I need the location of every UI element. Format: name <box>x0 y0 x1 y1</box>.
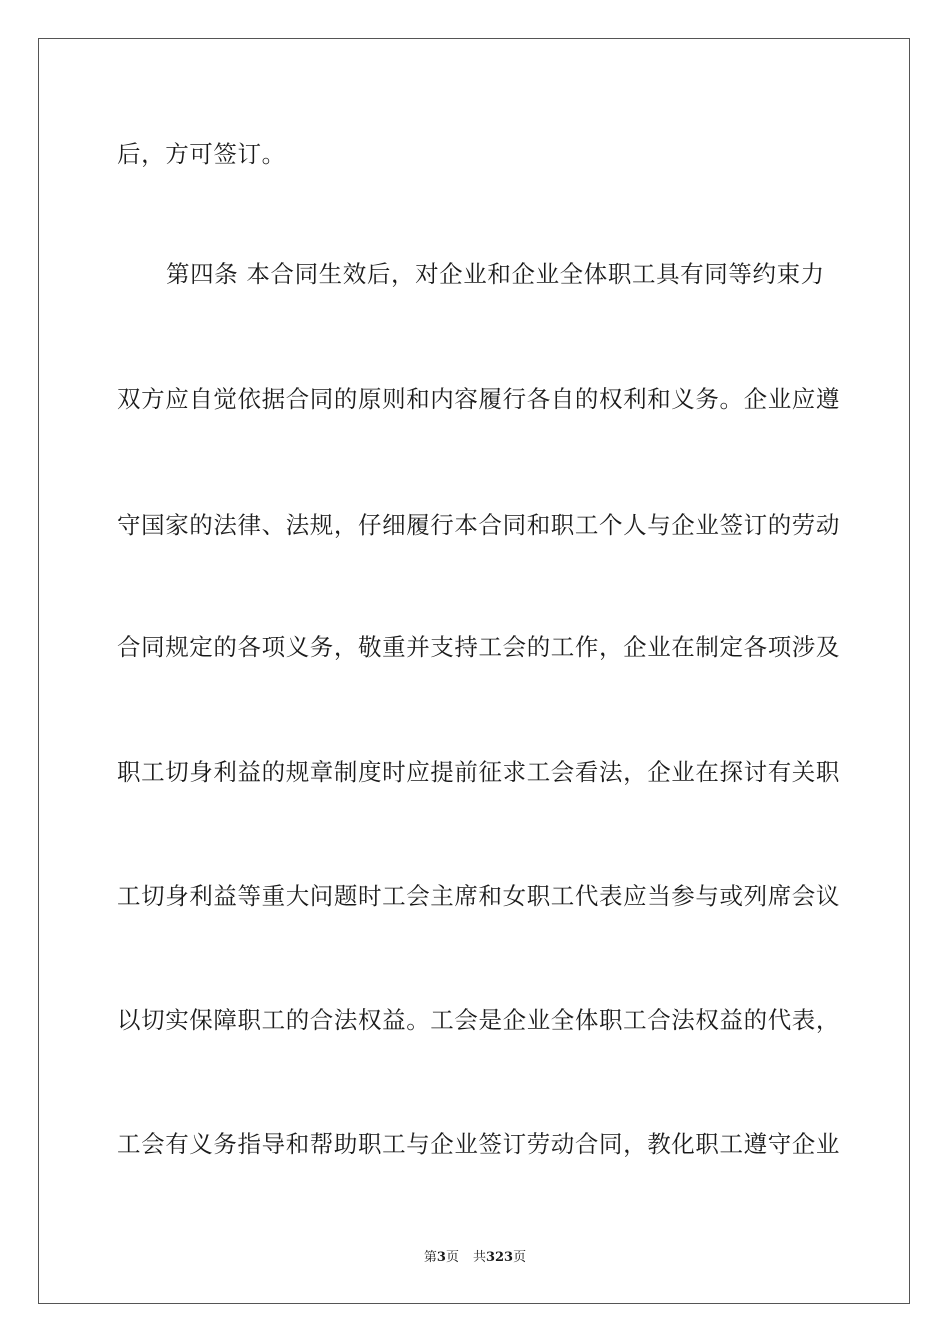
text-line-8: 以切实保障职工的合法权益。工会是企业全体职工合法权益的代表， <box>117 1006 840 1034</box>
text-line-5: 合同规定的各项义务，敬重并支持工会的工作，企业在制定各项涉及 <box>117 633 840 661</box>
text-line-4: 守国家的法律、法规，仔细履行本合同和职工个人与企业签订的劳动 <box>117 511 840 539</box>
total-suffix: 页 <box>513 1250 527 1265</box>
page-prefix: 第 <box>423 1250 437 1265</box>
total-pages: 323 <box>485 1250 514 1265</box>
total-prefix: 共 <box>472 1250 486 1265</box>
text-line-2: 第四条 本合同生效后，对企业和企业全体职工具有同等约束力 <box>166 260 825 288</box>
page-border <box>38 38 910 1304</box>
page-footer <box>0 1249 950 1267</box>
text-line-3: 双方应自觉依据合同的原则和内容履行各自的权利和义务。企业应遵 <box>117 385 840 413</box>
page-number: 3 <box>436 1250 446 1265</box>
text-line-9: 工会有义务指导和帮助职工与企业签订劳动合同，教化职工遵守企业 <box>117 1130 840 1158</box>
text-line-7: 工切身利益等重大问题时工会主席和女职工代表应当参与或列席会议 <box>117 882 840 910</box>
page-suffix: 页 <box>445 1250 459 1265</box>
text-line-6: 职工切身利益的规章制度时应提前征求工会看法，企业在探讨有关职 <box>117 758 840 786</box>
text-line-1: 后，方可签订。 <box>117 140 286 168</box>
